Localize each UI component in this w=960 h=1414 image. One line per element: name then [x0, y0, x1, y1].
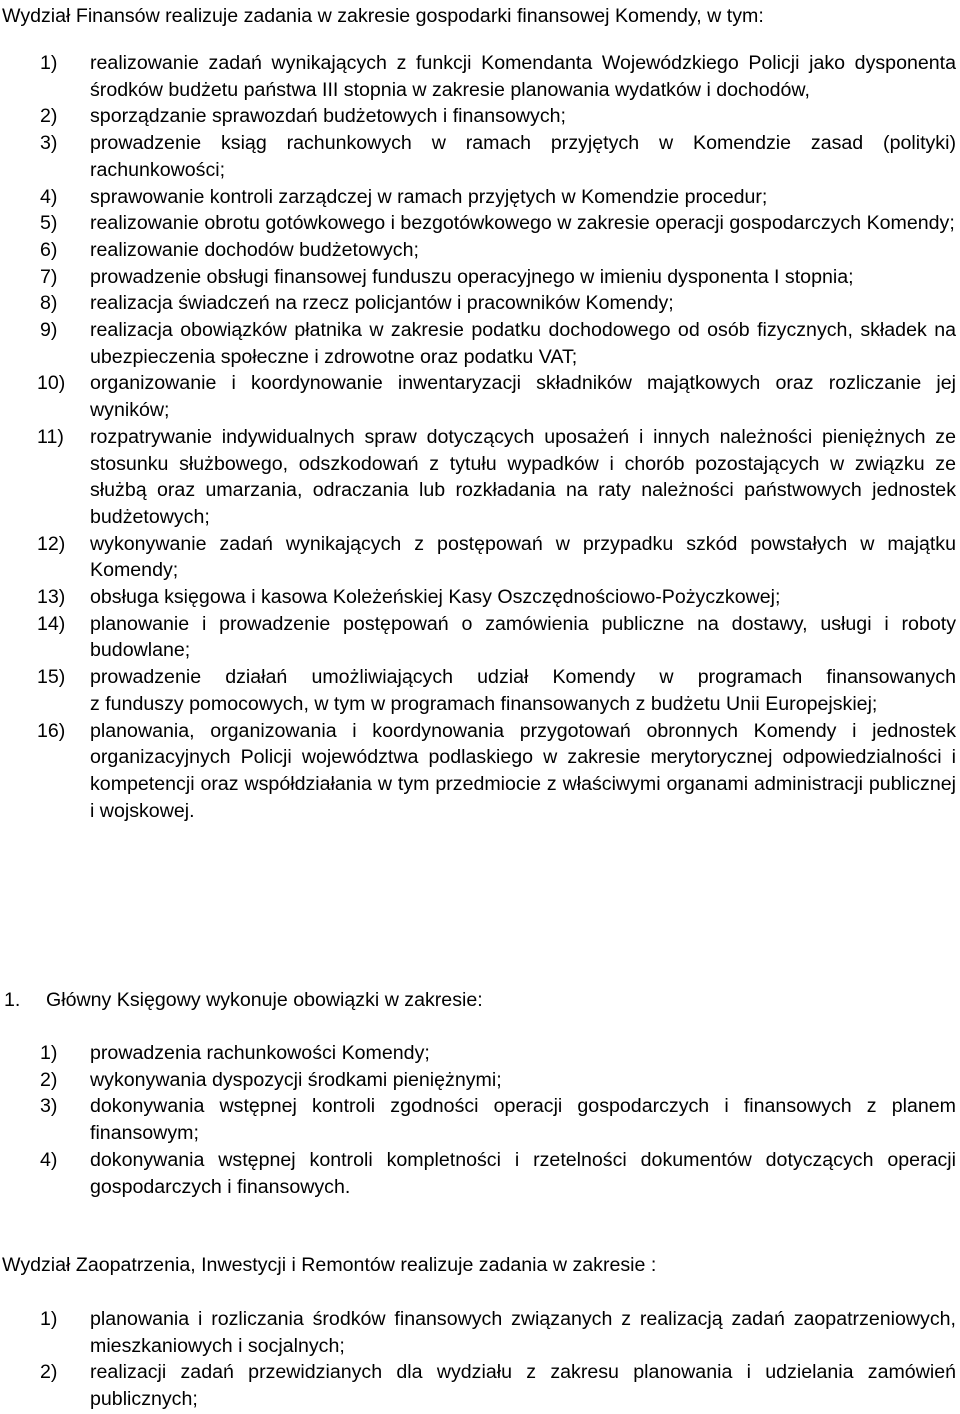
list-item	[0, 718, 956, 825]
list-item	[0, 1359, 956, 1412]
list-text: rozpatrywanie indywidualnych spraw dotyczących uposażeń i innych należności pieniężnych ze stosunku służbowego, odszkodowań z tytułu wypadków i chorób pozostających w związku ze służbą oraz umarzania, odraczania lub rozkładania na raty należności państwowych jednostek budżetowych;	[90, 425, 956, 528]
list-text: organizowanie i koordynowanie inwentaryzacji składników majątkowych oraz rozliczanie jej wyników;	[90, 372, 956, 422]
list-item	[0, 50, 956, 103]
list-number: 16)	[37, 719, 66, 742]
list-number: 11)	[37, 425, 64, 448]
list-item	[0, 237, 956, 264]
chief-accountant-heading	[4, 987, 483, 1014]
finance-tasks-list	[0, 50, 956, 824]
list-text: sprawowanie kontroli zarządczej w ramach przyjętych w Komendzie procedur;	[90, 185, 768, 208]
list-number: 3)	[40, 132, 58, 155]
list-text: prowadzenie ksiąg rachunkowych w ramach przyjętych w Komendzie zasad (polityki) rachunkowości;	[90, 132, 956, 181]
list-number: 1)	[40, 1308, 58, 1330]
list-text: prowadzenie działań umożliwiających udział Komendy w programach finansowanych	[90, 666, 956, 689]
list-number: 13)	[37, 586, 66, 609]
list-text: wykonywanie zadań wynikających z postępowań w przypadku szkód powstałych w majątku Komendy;	[90, 532, 956, 582]
list-number: 5)	[40, 212, 58, 235]
heading-number: 1.	[4, 989, 21, 1011]
list-number: 9)	[40, 319, 58, 342]
list-text: realizowanie dochodów budżetowych;	[90, 238, 419, 261]
list-number: 10)	[37, 372, 66, 395]
list-item	[0, 1067, 956, 1094]
list-number: 6)	[40, 238, 58, 261]
list-item	[0, 370, 956, 423]
list-item	[0, 290, 956, 317]
list-item	[0, 424, 956, 531]
list-number: 2)	[40, 105, 58, 128]
list-number: 14)	[37, 612, 66, 635]
list-text: planowanie i prowadzenie postępowań o zamówienia publiczne na dostawy, usługi i roboty budowlane;	[90, 612, 956, 662]
list-number: 2)	[40, 1068, 58, 1091]
list-text: prowadzenie obsługi finansowej funduszu operacyjnego w imieniu dysponenta I stopnia;	[90, 265, 854, 288]
list-number: 3)	[40, 1095, 58, 1118]
list-item	[0, 1040, 956, 1067]
list-item	[0, 584, 956, 611]
supply-tasks-list	[0, 1306, 956, 1413]
list-number: 7)	[40, 265, 58, 288]
list-text: realizowanie obrotu gotówkowego i bezgotówkowego w zakresie operacji gospodarczych Komendy;	[90, 212, 955, 235]
list-number: 2)	[40, 1361, 58, 1384]
list-text: planowania, organizowania i koordynowania przygotowań obronnych Komendy i jednostek organizacyjnych Policji województwa podlaskiego w zakresie merytorycznej odpowiedzialności i kompetencji oraz współdziałania w tym przedmiocie z właściwymi organami administracji publicznej i wojskowej.	[90, 719, 956, 822]
list-text: prowadzenia rachunkowości Komendy;	[90, 1042, 430, 1064]
list-text: planowania i rozliczania środków finansowych związanych z realizacją zadań zaopatrzeniowych, mieszkaniowych i socjalnych;	[90, 1308, 956, 1357]
chief-accountant-duties-list	[0, 1040, 956, 1200]
list-text: realizacja obowiązków płatnika w zakresie podatku dochodowego od osób fizycznych, składek na ubezpieczenia społeczne i zdrowotne oraz podatku VAT;	[90, 319, 956, 368]
list-text: obsługa księgowa i kasowa Koleżeńskiej Kasy Oszczędnościowo-Pożyczkowej;	[90, 586, 781, 609]
list-item	[0, 210, 956, 237]
list-item	[0, 184, 956, 211]
list-item	[0, 664, 956, 717]
list-item	[0, 103, 956, 130]
list-item	[0, 531, 956, 584]
list-number: 4)	[40, 1148, 58, 1171]
list-number: 8)	[40, 292, 58, 315]
heading-text: Główny Księgowy wykonuje obowiązki w zakresie:	[46, 989, 483, 1011]
list-item	[0, 1147, 956, 1200]
list-text: wykonywania dyspozycji środkami pieniężnymi;	[90, 1068, 502, 1091]
list-text: sporządzanie sprawozdań budżetowych i finansowych;	[90, 105, 566, 128]
section-supply-intro: Wydział Zaopatrzenia, Inwestycji i Remontów realizuje zadania w zakresie :	[2, 1254, 657, 1276]
list-text: realizowanie zadań wynikających z funkcji Komendanta Wojewódzkiego Policji jako dysponenta środków budżetu państwa III stopnia w zakresie planowania wydatków i dochodów,	[90, 52, 956, 101]
list-text: realizacji zadań przewidzianych dla wydziału z zakresu planowania i udzielania zamówień publicznych;	[90, 1361, 956, 1411]
list-number: 12)	[37, 532, 66, 555]
list-number: 4)	[40, 185, 58, 208]
list-item	[0, 264, 956, 291]
list-number: 15)	[37, 666, 66, 689]
list-text-continued: z funduszy pomocowych, w tym w programach finansowanych z budżetu Unii Europejskiej;	[90, 692, 878, 715]
list-text: dokonywania wstępnej kontroli kompletności i rzetelności dokumentów dotyczących operacji gospodarczych i finansowych.	[90, 1148, 956, 1198]
list-number: 1)	[40, 1042, 58, 1064]
list-text: dokonywania wstępnej kontroli zgodności operacji gospodarczych i finansowych z planem finansowym;	[90, 1095, 956, 1145]
list-item	[0, 611, 956, 664]
section-finance-intro: Wydział Finansów realizuje zadania w zakresie gospodarki finansowej Komendy, w tym:	[2, 5, 764, 27]
list-item	[0, 317, 956, 370]
list-text: realizacja świadczeń na rzecz policjantów i pracowników Komendy;	[90, 292, 674, 315]
list-item	[0, 1306, 956, 1359]
list-number: 1)	[40, 52, 58, 74]
list-item	[0, 1093, 956, 1146]
list-item	[0, 130, 956, 183]
